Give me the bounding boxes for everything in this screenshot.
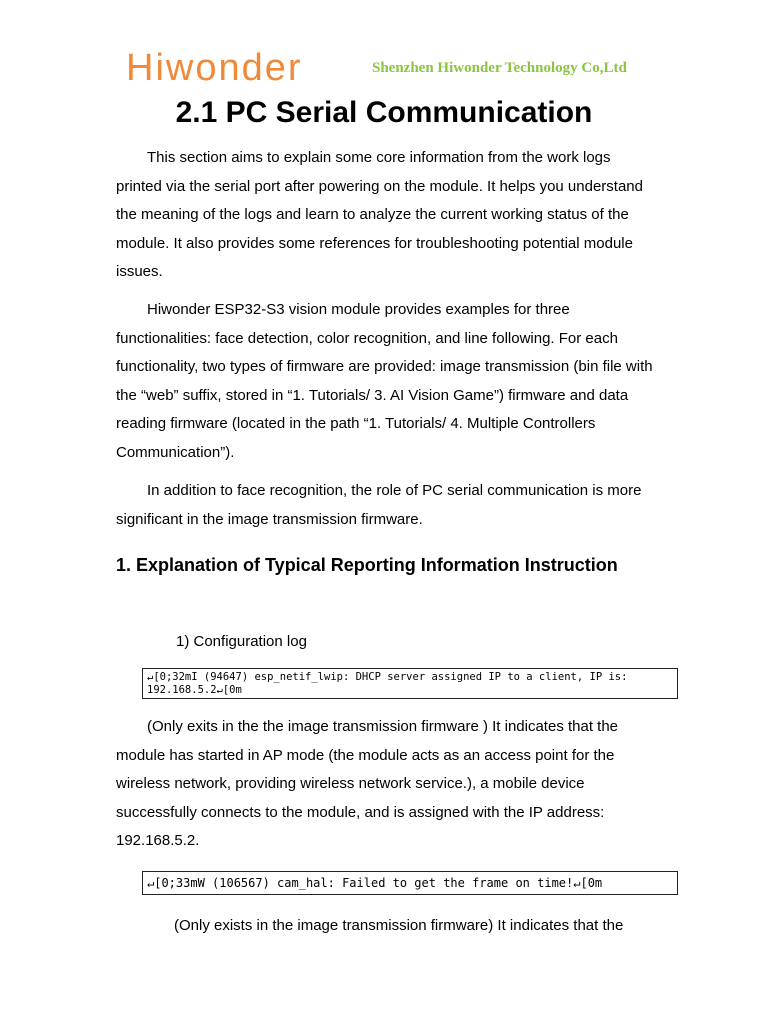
- page-title: 2.1 PC Serial Communication: [175, 96, 593, 129]
- page-header: [126, 47, 656, 90]
- company-name: Shenzhen Hiwonder Technology Co,Ltd: [372, 60, 627, 76]
- section-heading: 1. Explanation of Typical Reporting Information Instruction: [116, 555, 618, 575]
- firmware-paragraph: Hiwonder ESP32-S3 vision module provides examples for three functionalities: face detection, color recognition, and line following. For each functionality, two types of firmware are provided: image transmission (bin file with the “web” suffix, stored in “1. Tutorials/ 3. AI Vision Game”) firmware and data reading firmware (located in the path “1. Tutorials/ 4. Multiple Controllers Communication”).: [116, 301, 653, 461]
- log-screenshot-cam: ↵[0;33mW (106567) cam_hal: Failed to get the frame on time!↵[0m: [142, 871, 678, 895]
- dhcp-explanation: (Only exits in the the image transmission firmware ) It indicates that the module has started in AP mode (the module acts as an access point for the wireless network, providing wireless network service.), a mobile device successfully connects to the module, and is assigned with the IP address: 192.168.5.2.: [116, 718, 619, 849]
- log-screenshot-dhcp: ↵[0;32mI (94647) esp_netif_lwip: DHCP server assigned IP to a client, IP is: 192.168.5.2↵[0m: [142, 668, 678, 699]
- step-label: 1) Configuration log: [176, 633, 307, 650]
- hiwonder-logo: Hiwonder: [126, 47, 303, 89]
- intro-paragraph: This section aims to explain some core information from the work logs printed via the serial port after powering on the module. It helps you understand the meaning of the logs and learn to analyze the current working status of the module. It also provides some references for troubleshooting potential module issues.: [116, 149, 643, 280]
- serial-paragraph: In addition to face recognition, the role of PC serial communication is more significant in the image transmission firmware.: [116, 482, 642, 528]
- cam-explanation: (Only exists in the image transmission firmware) It indicates that the: [174, 917, 624, 934]
